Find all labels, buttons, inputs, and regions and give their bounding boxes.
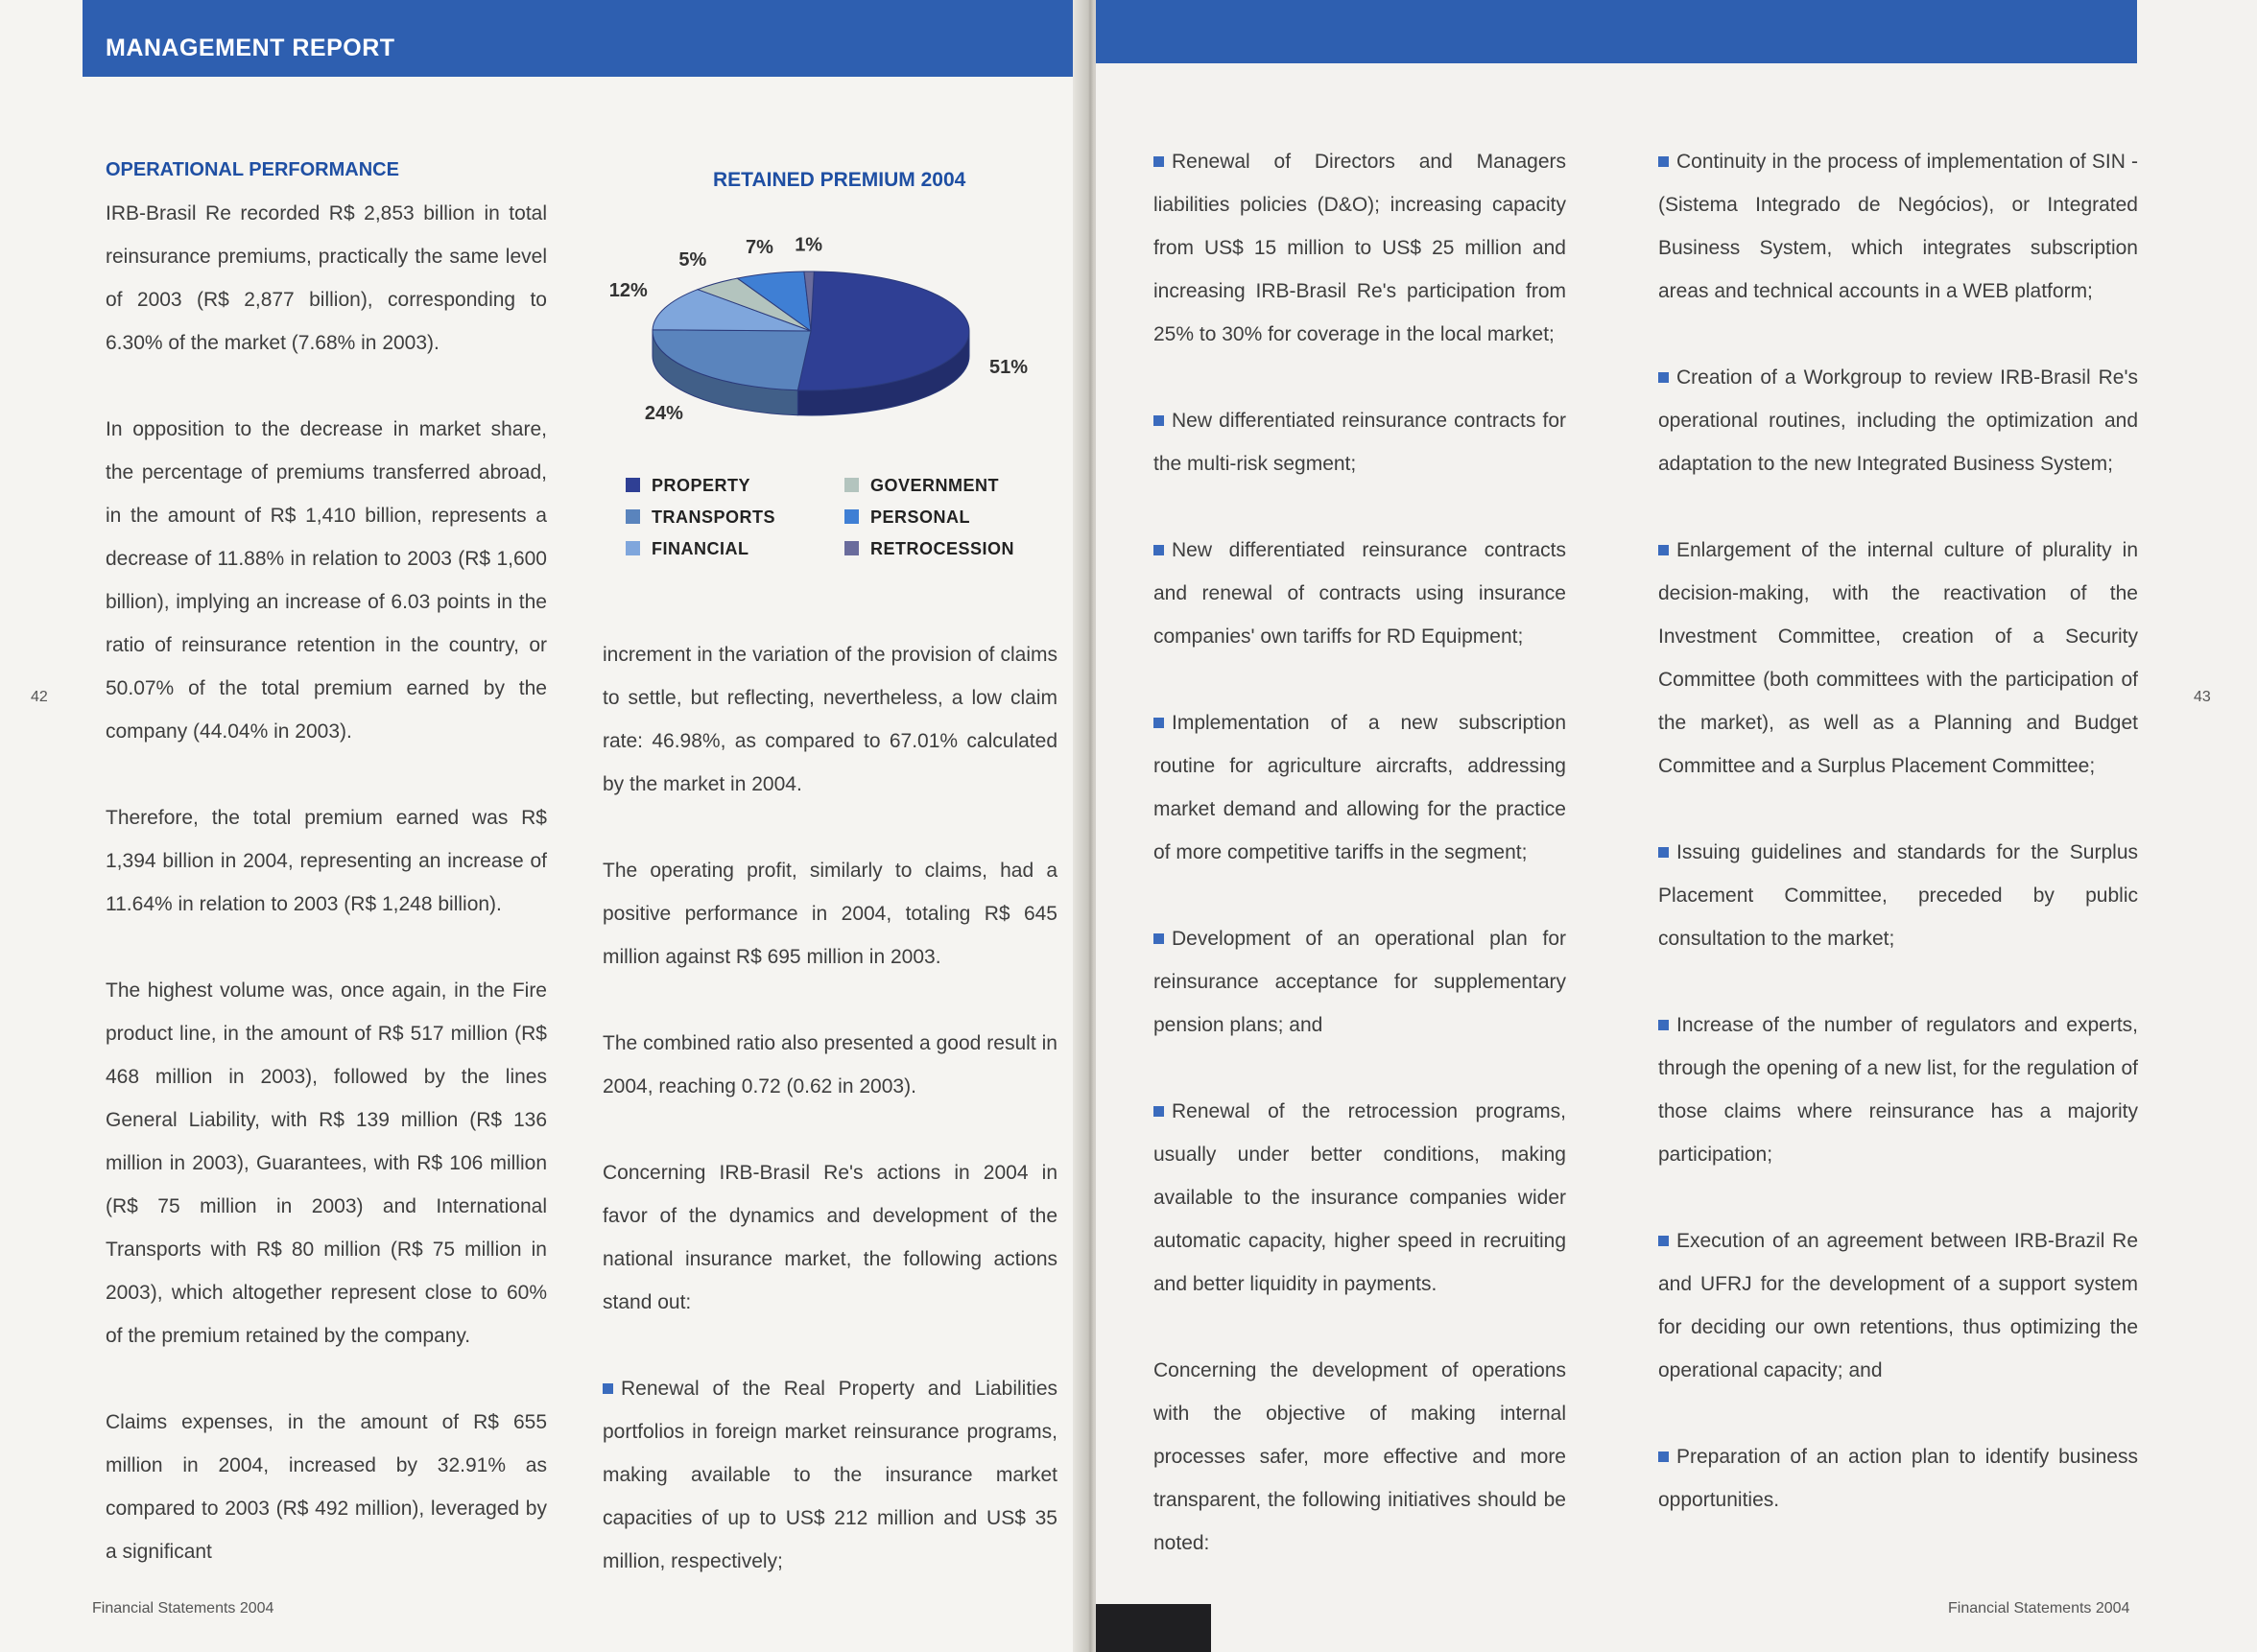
- legend-swatch: [844, 509, 859, 524]
- bullet-item: New differentiated reinsurance contracts and renewal of contracts using insurance companies' own tariffs for RD Equipment;: [1153, 529, 1566, 658]
- paragraph: Therefore, the total premium earned was R$ 1,394 billion in 2004, representing an increase of 11.64% in relation to 2003 (R$ 1,248 billion).: [106, 807, 547, 915]
- legend-swatch: [844, 541, 859, 555]
- bullet-item: Creation of a Workgroup to review IRB-Brasil Re's operational routines, including the optimization and adaptation to the new Integrated Business System;: [1658, 356, 2138, 485]
- paragraph: Claims expenses, in the amount of R$ 655 million in 2004, increased by 32.91% as compared to 2003 (R$ 492 million), leveraged by a significant: [106, 1411, 547, 1563]
- paragraph: The highest volume was, once again, in the Fire product line, in the amount of R$ 517 million (R$ 468 million in 2003), followed by the lines General Liability, with R$ 139 million (R$ 136 million in 2003), Guarantees, with R$ 106 million (R$ 75 million in 2003) and International Transports with R$ 80 million (R$ 75 million in 2003), which altogether represent close to 60% of the premium retained by the company.: [106, 979, 547, 1347]
- right-column-1: [1153, 140, 1566, 1565]
- bullet-item: Enlargement of the internal culture of plurality in decision-making, with the reactivation of the Investment Committee, creation of a Security Committee (both committees with the participation of the market), as well as a Planning and Budget Committee and a Surplus Placement Committee;: [1658, 529, 2138, 788]
- legend-item-retrocession: [844, 539, 1014, 559]
- legend-item-transports: [626, 507, 775, 528]
- bullet-item: Issuing guidelines and standards for the Surplus Placement Committee, preceded by public consultation to the market;: [1658, 831, 2138, 960]
- page-number-left: 42: [31, 689, 48, 705]
- pie-label-transports: 24%: [644, 402, 683, 424]
- paragraph: The combined ratio also presented a good result in 2004, reaching 0.72 (0.62 in 2003).: [603, 1032, 1057, 1097]
- pie-label-financial: 12%: [608, 280, 648, 302]
- left-page: [0, 0, 1084, 1652]
- left-column: [106, 153, 547, 1573]
- bullet-item: Continuity in the process of implementation of SIN - (Sistema Integrado de Negócios), or Integrated Business System, which integrates subscription areas and technical accounts in a WEB platform;: [1658, 140, 2138, 313]
- legend-label: TRANSPORTS: [652, 507, 776, 527]
- pie-label-government: 5%: [678, 248, 707, 271]
- legend-label: RETROCESSION: [870, 539, 1015, 558]
- pie-chart: [595, 216, 1056, 446]
- legend-label: PERSONAL: [870, 507, 971, 527]
- legend-swatch: [626, 541, 640, 555]
- bullet-item: Development of an operational plan for reinsurance acceptance for supplementary pension plans; and: [1153, 917, 1566, 1047]
- legend-label: FINANCIAL: [652, 539, 749, 558]
- paragraph: IRB-Brasil Re recorded R$ 2,853 billion in total reinsurance premiums, practically the same level of 2003 (R$ 2,877 billion), corresponding to 6.30% of the market (7.68% in 2003).: [106, 202, 547, 354]
- legend-item-personal: [844, 507, 970, 528]
- legend-swatch: [626, 478, 640, 492]
- page-edge-shadow: [1096, 1604, 1211, 1652]
- bullet-item: Increase of the number of regulators and experts, through the opening of a new list, for the regulation of those claims where reinsurance has a majority participation;: [1658, 1003, 2138, 1176]
- legend-swatch: [844, 478, 859, 492]
- footer-left: Financial Statements 2004: [92, 1600, 274, 1617]
- paragraph: Concerning the development of operations with the objective of making internal processes safer, more effective and more transparent, the following initiatives should be noted:: [1153, 1359, 1566, 1554]
- pie-label-personal: 7%: [745, 237, 773, 259]
- bullet-item: Preparation of an action plan to identify business opportunities.: [1658, 1435, 2138, 1522]
- bullet-item: Execution of an agreement between IRB-Brazil Re and UFRJ for the development of a support system for deciding our own retentions, thus optimizing the operational capacity; and: [1658, 1219, 2138, 1392]
- chart-title: RETAINED PREMIUM 2004: [713, 169, 966, 191]
- right-page: [1096, 0, 2257, 1652]
- bullet-item: Renewal of the Real Property and Liabilities portfolios in foreign market reinsurance programs, making available to the insurance market capacities of up to US$ 212 million and US$ 35 million, respectively;: [603, 1367, 1057, 1583]
- footer-right: Financial Statements 2004: [1948, 1600, 2130, 1617]
- pie-label-property: 51%: [988, 356, 1028, 378]
- paragraph: In opposition to the decrease in market share, the percentage of premiums transferred abroad, in the amount of R$ 1,410 billion, represents a decrease of 11.88% in relation to 2003 (R$ 1,600 billion), implying an increase of 6.03 points in the ratio of reinsurance retention in the country, or 50.07% of the total premium earned by the company (44.04% in 2003).: [106, 418, 547, 743]
- header-banner-right: [1096, 0, 2137, 63]
- legend-label: PROPERTY: [652, 476, 751, 495]
- page-title: MANAGEMENT REPORT: [106, 35, 395, 61]
- paragraph: The operating profit, similarly to claims, had a positive performance in 2004, totaling R$ 645 million against R$ 695 million in 2003.: [603, 860, 1057, 968]
- right-column-2: [1658, 140, 2138, 1522]
- pie-label-retrocession: 1%: [795, 234, 823, 256]
- legend-item-property: [626, 476, 750, 496]
- bullet-item: Renewal of the retrocession programs, usually under better conditions, making available to the insurance companies wider automatic capacity, higher speed in recruiting and better liquidity in payments.: [1153, 1090, 1566, 1306]
- header-banner: [83, 0, 1084, 77]
- bullet-item: New differentiated reinsurance contracts for the multi-risk segment;: [1153, 399, 1566, 485]
- bullet-item: Implementation of a new subscription routine for agriculture aircrafts, addressing market demand and allowing for the practice of more competitive tariffs in the segment;: [1153, 701, 1566, 874]
- bullet-item: Renewal of Directors and Managers liabilities policies (D&O); increasing capacity from US$ 15 million to US$ 25 million and increasing IRB-Brasil Re's participation from 25% to 30% for coverage in the local market;: [1153, 140, 1566, 356]
- middle-column: [603, 633, 1057, 1583]
- legend-item-government: [844, 476, 999, 496]
- legend-item-financial: [626, 539, 749, 559]
- legend-swatch: [626, 509, 640, 524]
- paragraph: Concerning IRB-Brasil Re's actions in 2004 in favor of the dynamics and development of the national insurance market, the following actions stand out:: [603, 1162, 1057, 1313]
- legend-label: GOVERNMENT: [870, 476, 1000, 495]
- section-heading: OPERATIONAL PERFORMANCE: [106, 159, 399, 180]
- paragraph: increment in the variation of the provision of claims to settle, but reflecting, nevertheless, a low claim rate: 46.98%, as compared to 67.01% calculated by the market in 2004.: [603, 644, 1057, 795]
- page-number-right: 43: [2194, 689, 2211, 705]
